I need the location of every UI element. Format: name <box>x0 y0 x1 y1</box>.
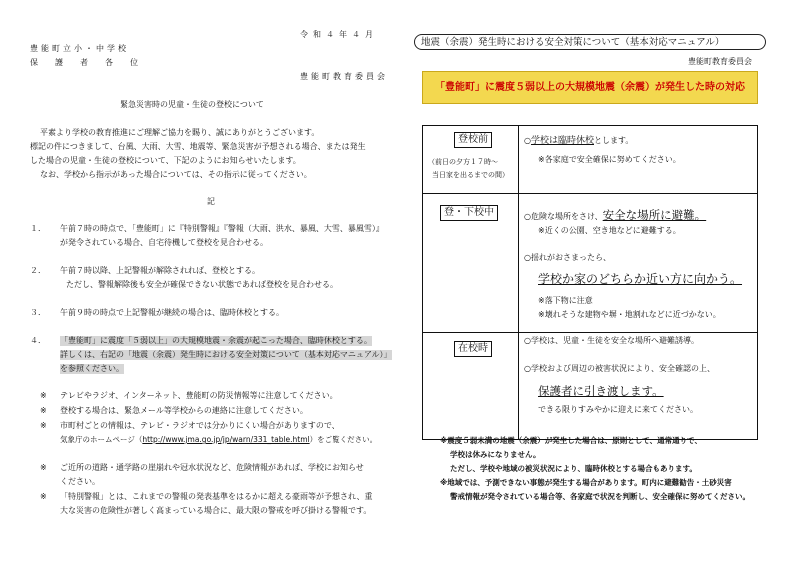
before-school-main <box>524 136 633 146</box>
commute-line-5: ※落下物に注意 <box>538 296 593 305</box>
handover-text: 保護者に引き渡します。 <box>538 384 664 398</box>
footer-line-4: ※地域では、予測できない事態が発生する場合があります。町内に避難勧告・土砂災害 <box>440 478 732 487</box>
commute-line-6: ※壊れそうな建物や塀・地割れなどに近づかない。 <box>538 310 721 319</box>
at-school-line-1: ○学校は、児童・生徒を安全な場所へ避難誘導。 <box>524 336 699 345</box>
row-divider <box>422 332 758 333</box>
before-school-period-1: （前日の夕方１７時～ <box>428 158 498 166</box>
footer-line-5: 警戒情報が発令されている場合等、各家庭で状況を判断し、安全確保に努めてください。 <box>450 492 750 501</box>
item-1-line-1: 午前７時の時点で、「豊能町」に『特別警報』『警報（大雨、洪水、暴風、大雪、暴風雪）』 <box>60 224 384 233</box>
manual-title: 地震（余震）発生時における安全対策について（基本対応マニュアル） <box>414 34 766 50</box>
ki-heading: 記 <box>207 197 215 206</box>
footer-line-1: ※震度５弱未満の地震（余震）が発生した場合は、原則として、通常通りで、 <box>440 436 702 445</box>
note-3-text: 市町村ごとの情報は、テレビ・ラジオでは分かりにくい場合がありますので、 <box>60 421 340 430</box>
date: 令和４年４月 <box>300 30 378 39</box>
note-1-text: テレビやラジオ、インターネット、豊能町の防災情報等に注意してください。 <box>60 391 338 400</box>
item-number: ４． <box>30 336 46 345</box>
commute-line-1-prefix: ○危険な場所をさけ、 <box>524 212 603 221</box>
intro-line-3: した場合の児童・生徒の登校について、下記のようにお知らせいたします。 <box>30 156 301 165</box>
note-5-line-1: 「特別警報」とは、これまでの警報の発表基準をはるかに超える豪雨等が予想され、重 <box>60 492 373 501</box>
note-mark: ※ <box>40 421 47 430</box>
bullet: ○ <box>524 136 531 145</box>
note-4-line-2: ください。 <box>60 477 100 486</box>
note-2-text: 登校する場合は、緊急メール等学校からの連絡に注意してください。 <box>60 406 308 415</box>
note-mark: ※ <box>40 492 47 501</box>
item-4-line-1: 「豊能町」に震度「５弱以上」の大規模地震・余震が起こった場合、臨時休校とする。 <box>60 336 372 345</box>
item-2-line-2: ただし、警報解除後も安全が確保できない状態であれば登校を見合わせる。 <box>66 280 338 289</box>
note-mark: ※ <box>40 391 47 400</box>
safe-place-text: 安全な場所に避難。 <box>602 208 707 222</box>
note-3-prefix: 気象庁のホームページ（ <box>60 435 143 444</box>
footer-line-3: ただし、学校や地域の被災状況により、臨時休校とする場合もあります。 <box>450 464 697 473</box>
before-school-period-2: 当日家を出るまでの間） <box>432 171 509 179</box>
column-divider <box>518 125 519 440</box>
at-school-line-4: できる限りすみやかに迎えに来てください。 <box>538 405 698 414</box>
item-3-line-1: 午前９時の時点で上記警報が継続の場合は、臨時休校とする。 <box>60 308 284 317</box>
intro-line-1: 平素より学校の教育推進にご理解ご協力を賜り、誠にありがとうございます。 <box>40 128 320 137</box>
head-to-nearest-text: 学校か家のどちらか近い方に向かう。 <box>538 272 743 286</box>
jma-link[interactable]: http://www.jma.go.jp/jp/warn/331_table.html <box>142 435 310 444</box>
item-1-line-2: が発令されている場合、自宅待機して登校を見合わせる。 <box>60 238 268 247</box>
note-3-suffix: ）をご覧ください。 <box>309 435 378 444</box>
footer-line-2: 学校は休みになりません。 <box>450 450 541 459</box>
item-number: ２． <box>30 266 46 275</box>
item-number: ３． <box>30 308 46 317</box>
item-2-line-1: 午前７時以降、上記警報が解除されれば、登校とする。 <box>60 266 260 275</box>
commute-line-3: ○揺れがおさまったら、 <box>524 253 611 262</box>
label-at-school: 在校時 <box>454 341 492 357</box>
addressee-school: 豊能町立小・中学校 <box>30 44 129 53</box>
note-3-link-line <box>60 435 377 445</box>
row-divider <box>422 193 758 194</box>
earthquake-banner: 「豊能町」に震度５弱以上の大規模地震（余震）が発生した時の対応 <box>422 71 758 104</box>
document-title: 緊急災害時の児童・生徒の登校について <box>120 100 264 109</box>
before-school-suffix: とします。 <box>594 136 634 145</box>
manual-sender: 豊能町教育委員会 <box>688 57 752 66</box>
before-school-note: ※各家庭で安全確保に努めてください。 <box>538 155 681 164</box>
item-number: １． <box>30 224 46 233</box>
commute-line-2: ※近くの公園、空き地などに避難する。 <box>538 226 681 235</box>
label-before-school: 登校前 <box>454 132 492 148</box>
at-school-line-2: ○学校および周辺の被害状況により、安全確認の上、 <box>524 364 715 373</box>
commute-line-1 <box>524 208 706 222</box>
sender: 豊能町教育委員会 <box>300 72 388 81</box>
item-4-line-2: 詳しくは、右記の「地震（余震）発生時における安全対策について（基本対応マニュアル）」 <box>60 350 392 359</box>
note-5-line-2: 大な災害の危険性が著しく高まっている場合に、最大限の警戒を呼び掛ける警報です。 <box>60 506 372 515</box>
school-closed-text: 学校は臨時休校 <box>530 136 594 146</box>
note-mark: ※ <box>40 463 47 472</box>
note-mark: ※ <box>40 406 47 415</box>
label-commute: 登・下校中 <box>440 205 498 221</box>
item-4-line-3: を参照ください。 <box>60 364 124 373</box>
addressee-parents: 保護者各位 <box>30 58 155 67</box>
intro-line-2: 標記の件につきまして、台風、大雨、大雪、地震等、緊急災害が予想される場合、または発生 <box>30 142 366 151</box>
note-4-line-1: ご近所の道路・通学路の崖崩れや冠水状況など、危険情報があれば、学校にお知らせ <box>60 463 364 472</box>
intro-line-4: なお、学校から指示があった場合については、その指示に従ってください。 <box>40 170 312 179</box>
